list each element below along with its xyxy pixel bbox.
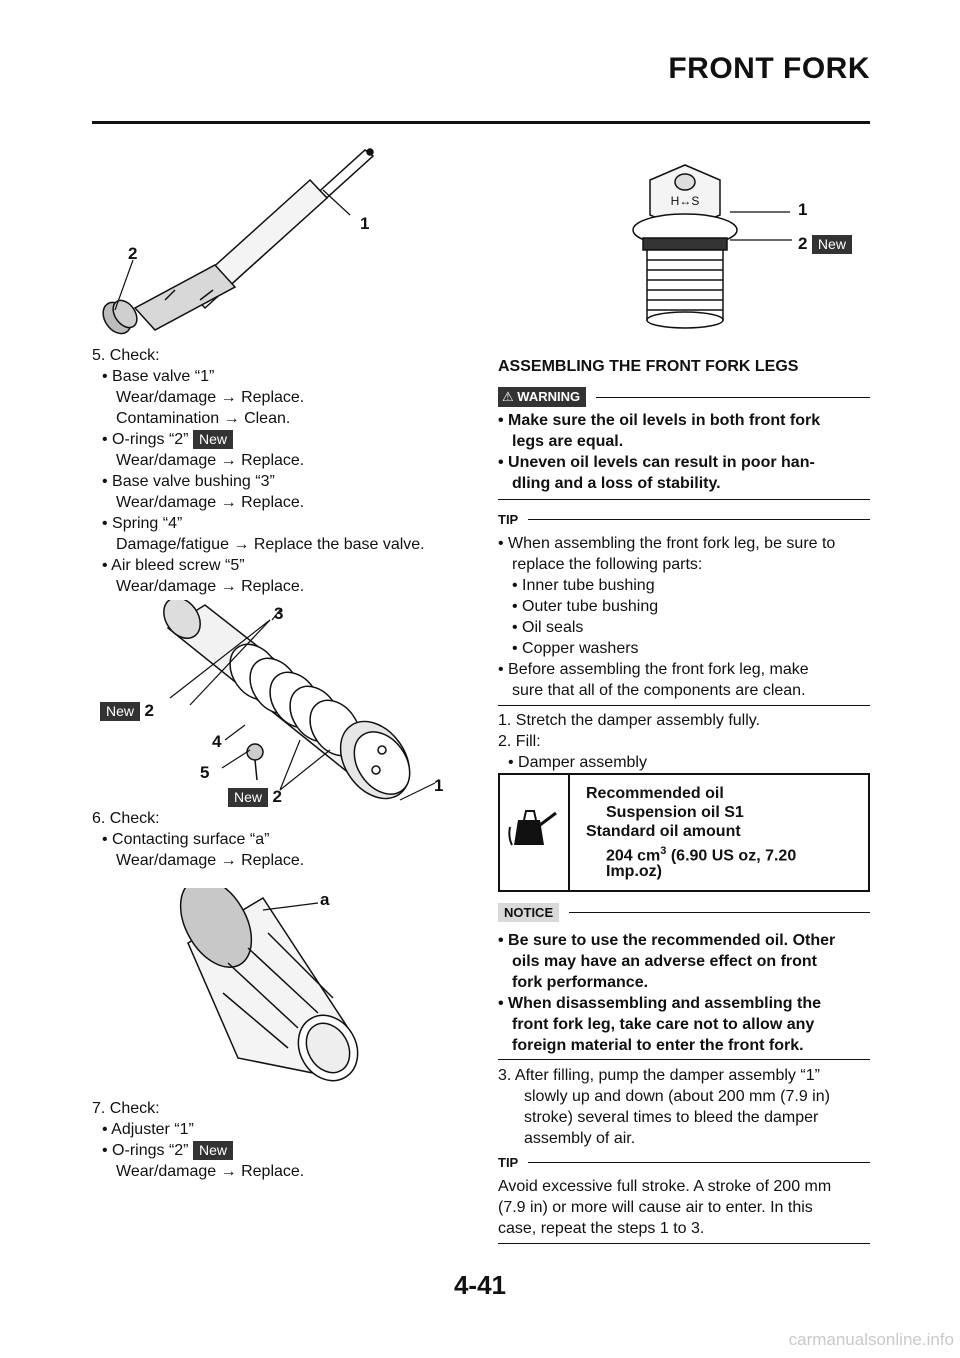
notice-line: fork performance. [512,974,649,991]
watermark: carmanualsonline.info [788,1330,954,1349]
fig3-callout-a: a [320,890,330,909]
step5-item: • Spring “4” [102,515,183,532]
fig2-callout-2a: 2 [144,701,154,720]
tip-line: sure that all of the components are clean. [512,682,806,699]
step5-item: Wear/damage → Replace. [116,494,305,511]
fig2-callout-1: 1 [434,776,444,795]
spec-line: Imp.oz) [606,863,662,880]
spec-amount: 204 cm [606,847,661,865]
new-badge: New [812,235,852,254]
step3-line: stroke) several times to bleed the damper [524,1109,819,1126]
tip-line: • Oil seals [512,619,584,636]
section-title: ASSEMBLING THE FRONT FORK LEGS [498,358,799,375]
oil-can-icon [500,775,568,890]
tip-line: • Copper washers [512,640,639,657]
new-badge: New [193,430,233,449]
step7-heading: 7. Check: [92,1100,160,1117]
warning-line: dling and a loss of stability. [512,475,721,492]
step3-line: 3. After filling, pump the damper assembly “1” [498,1067,820,1084]
step5-item: • Base valve “1” [102,368,215,385]
step-line: 2. Fill: [498,733,541,750]
step6-heading: 6. Check: [92,810,160,827]
step5-item: • Air bleed screw “5” [102,557,245,574]
fig4-leaders [730,200,800,245]
spec-sup: 3 [660,845,667,857]
tip-line: replace the following parts: [512,556,703,573]
step5-item-text: • O-rings “2” [102,431,189,448]
tip2-end-rule [498,1243,870,1244]
fig2-callout-2b: 2 [272,787,282,806]
warning-bar [498,387,870,407]
step3-line: slowly up and down (about 200 mm (7.9 in) [524,1088,830,1105]
spec-line: Recommended oil [586,785,724,802]
fig4-callout-2: 2 [798,234,808,253]
step5-item: • Base valve bushing “3” [102,473,275,490]
tip2-label: TIP [498,1155,519,1170]
spec-line: Standard oil amount [586,823,741,840]
tip-label: TIP [498,512,519,527]
step3-line: assembly of air. [524,1130,636,1147]
new-badge: New [193,1141,233,1160]
header-rule [92,121,870,124]
notice-bar [498,903,870,922]
fig2-new-badge-b [228,786,282,808]
fig2-callout-4: 4 [212,732,222,751]
tip-end-rule [498,705,870,706]
warning-line: legs are equal. [512,433,624,450]
tip-bar [498,512,870,527]
fig2-callout-3: 3 [274,604,284,623]
step5-item: Contamination → Clean. [116,410,291,427]
page-number: 4-41 [453,1270,507,1300]
step5-item: Wear/damage → Replace. [116,389,305,406]
step-line: 1. Stretch the damper assembly fully. [498,712,761,729]
fig1-callout-1: 1 [360,214,370,233]
notice-line: oils may have an adverse effect on front [512,953,817,970]
warning-line: • Make sure the oil levels in both front fork [498,412,821,429]
step-line: • Damper assembly [508,754,647,771]
fig4-new-row [798,233,852,255]
step7-item [102,1140,233,1161]
step5-item: Wear/damage → Replace. [116,452,305,469]
step7-item-text: • O-rings “2” [102,1142,189,1159]
tip2-bar [498,1155,870,1170]
warning-badge [498,387,586,407]
notice-line: front fork leg, take care not to allow any [512,1016,815,1033]
step6-item: Wear/damage → Replace. [116,852,305,869]
oil-spec-box [498,773,870,892]
tip2-line: (7.9 in) or more will cause air to enter. In this [498,1199,813,1216]
cap-marking: H↔S [670,194,700,208]
page-title: FRONT FORK [668,52,870,85]
notice-line: foreign material to enter the front fork. [512,1037,804,1054]
step6-item: • Contacting surface “a” [102,831,270,848]
step5-item: Wear/damage → Replace. [116,578,305,595]
step7-item: • Adjuster “1” [102,1121,194,1138]
tip-line: • Inner tube bushing [512,577,655,594]
warning-end-rule [498,499,870,500]
warning-line: • Uneven oil levels can result in poor han- [498,454,815,471]
adjuster-illustration [168,888,368,1088]
adjuster-cap-illustration [625,160,745,330]
fig2-new-badge [100,700,154,722]
spec-icon-cell [500,775,570,890]
tip-line: • Outer tube bushing [512,598,659,615]
step5-item: Damage/fatigue → Replace the base valve. [116,536,425,553]
fig4-callout-1: 1 [798,200,808,219]
fig2-callout-5: 5 [200,763,210,782]
spec-line: Suspension oil S1 [606,804,744,821]
warning-icon: ⚠ [502,389,514,404]
notice-line: • Be sure to use the recommended oil. Other [498,932,836,949]
new-badge: New [100,702,140,721]
base-valve-illustration [150,600,450,810]
notice-label: NOTICE [498,903,559,922]
notice-end-rule [498,1059,870,1060]
tip-line: • Before assembling the front fork leg, make [498,661,809,678]
tip-line: • When assembling the front fork leg, be sure to [498,535,836,552]
tip2-line: Avoid excessive full stroke. A stroke of 200 mm [498,1178,832,1195]
step5-heading: 5. Check: [92,347,160,364]
warning-label: WARNING [517,389,581,404]
step7-item: Wear/damage → Replace. [116,1163,305,1180]
new-badge: New [228,788,268,807]
fig1-callout-2: 2 [128,244,138,263]
notice-line: • When disassembling and assembling the [498,995,821,1012]
damper-rod-illustration [95,140,395,340]
tip2-line: case, repeat the steps 1 to 3. [498,1220,705,1237]
spec-amount-alt: (6.90 US oz, 7.20 [666,847,797,865]
step5-item [102,429,233,450]
